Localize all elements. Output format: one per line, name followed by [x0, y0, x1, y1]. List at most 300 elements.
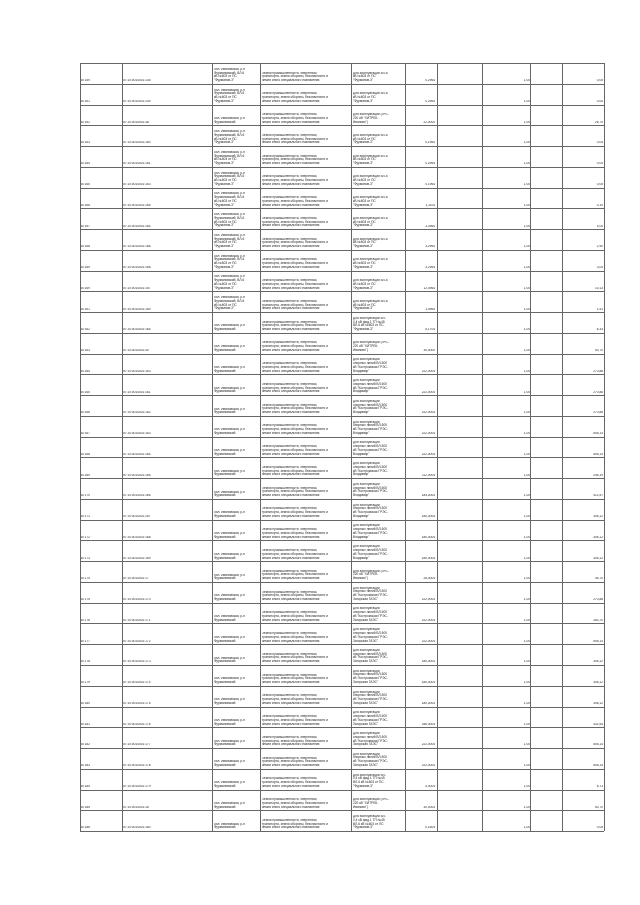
permitted-use: Для эксплуатации ВЛ- 0,4 кВ фид.1 ТП №45 ВЛ-6 кВ №603 от ПС "Фурманов-3"	[353, 316, 386, 332]
cadastral-number: 57:10:0014001:38	[123, 120, 149, 124]
amount: 0,04	[596, 141, 603, 145]
address: обл. Ивановская, р-н Фурмановский	[214, 573, 245, 581]
address: обл. Ивановская, р-н Фурмановский	[214, 677, 245, 685]
coefficient: 1,00	[523, 618, 530, 622]
table-grid-line	[260, 63, 261, 831]
area-value: 180,0004	[421, 681, 435, 685]
address: обл. Ивановская, р-н Фурмановский	[214, 428, 245, 435]
land-category: Земли промышленности, энергетики, транспорта, земли обороны, безопасности и земли иного специального назначения	[262, 320, 328, 332]
cadastral-number: 57:10:0014001:163	[123, 182, 151, 186]
table-grid-line	[80, 312, 604, 313]
land-category: Земли промышленности, энергетики, транспорта, земли обороны, безопасности и земли иного специального назначения	[262, 237, 328, 249]
cadastral-number: 57:10:0014001:18	[123, 805, 149, 809]
address: обл. Ивановская, р-н Фурмановский	[214, 781, 245, 788]
row-number: 87166	[81, 203, 90, 207]
address: обл. Ивановская, р-н Фурмановский	[214, 449, 245, 456]
table-grid-line	[80, 769, 604, 770]
table-grid-line	[80, 229, 604, 230]
table-grid-line	[80, 810, 604, 811]
permitted-use: Для эксплуатации опорных линий ВЛ-500 кВ "Костромская ГРЭС- Загорская ГАЭС"	[353, 711, 388, 726]
row-number: 87168	[81, 245, 90, 249]
address: обл. Ивановская, р-н Фурмановский, ВЛ-6 кВ №603 от ПС "Фурманов-3"	[214, 233, 245, 249]
permitted-use: Для эксплуатации опорных линий ВЛ-500 кВ "Костромская ГРЭС- Владимир"	[353, 462, 388, 477]
table-grid-line	[80, 374, 604, 375]
cadastral-number: 57:10:0014001:169	[123, 307, 151, 311]
area-value: 3,2964	[425, 266, 435, 269]
row-number: 87161	[81, 99, 90, 103]
amount: 6,73	[596, 784, 603, 788]
address: обл. Ивановская, р-н Фурмановский, ВЛ-6 кВ №603 от ПС "Фурманов-3"	[214, 213, 245, 228]
permitted-use: Для эксплуатации опорных линий ВЛ-500 кВ "Костромская ГРЭС- Владимир"	[353, 441, 388, 456]
area-value: 222,0004	[421, 618, 435, 622]
land-category: Земли промышленности, энергетики, транспорта, земли обороны, безопасности и земли иного специального назначения	[262, 258, 328, 269]
area-value: 28,0004	[423, 577, 435, 581]
cadastral-number: 57:10:0014001:178	[123, 764, 151, 768]
row-number: 87184	[81, 784, 90, 788]
amount: 306,12	[593, 556, 603, 560]
land-category: Земли промышленности, энергетики, транспорта, земли обороны, безопасности и земли иного специального назначения	[262, 445, 328, 456]
coefficient: 1,00	[523, 141, 530, 145]
permitted-use: Для эксплуатации (ЗРС- 220 кВ "ХИТРЕК- Иваново")	[353, 798, 390, 809]
amount: 2,90	[596, 245, 603, 249]
coefficient: 1,00	[523, 556, 530, 560]
area-value: 30,0004	[423, 805, 435, 809]
area-value: 180,0004	[421, 556, 435, 560]
land-category: Земли промышленности, энергетики, транспорта, земли обороны, безопасности и земли иного специального назначения	[262, 611, 328, 622]
table-grid-line	[80, 208, 604, 209]
address: обл. Ивановская, р-н Фурмановский, ВЛ-6 кВ №603 от ПС "Фурманов-3"	[214, 254, 245, 269]
row-number: 87172	[81, 535, 90, 539]
address: обл. Ивановская, р-н Фурмановский	[214, 116, 245, 124]
cadastral-number: 57:10:0014001:175	[123, 701, 151, 705]
cadastral-number: 57:10:0014001:172	[123, 639, 151, 643]
coefficient: 1,00	[523, 639, 530, 643]
address: обл. Ивановская, р-н Фурмановский, ВЛ-6 кВ №603 от ПС "Фурманов-3"	[214, 171, 245, 186]
table-grid-line	[80, 354, 604, 355]
table-grid-line	[80, 188, 604, 189]
table-grid-line	[80, 603, 604, 604]
area-value: 222,0004	[421, 639, 435, 643]
amount: 506,14	[593, 743, 603, 747]
land-category: Земли промышленности, энергетики, транспорта, земли обороны, безопасности и земли иного специального назначения	[262, 590, 328, 602]
coefficient: 1,00	[523, 598, 530, 602]
land-category: Земли промышленности, энергетики, транспорта, земли обороны, безопасности и земли иного специального назначения	[262, 507, 328, 518]
coefficient: 1,00	[523, 328, 530, 332]
permitted-use: Для эксплуатации (ЗРС- 220 кВ "ХИТРЕК- Иваново")	[353, 341, 390, 352]
cadastral-number: 57:10:0014001:165	[123, 473, 151, 477]
cadastral-number: 57:10:0014001:166	[123, 494, 151, 498]
land-category: Земли промышленности, энергетики, транспорта, земли обороны, безопасности и земли иного специального назначения	[262, 424, 328, 435]
table-grid-line	[80, 520, 604, 521]
permitted-use: Для эксплуатации опорных линий ВЛ-500 кВ "Костромская ГРЭС- Владимир"	[353, 503, 388, 518]
coefficient: 1,00	[523, 722, 530, 726]
table-grid-line	[80, 790, 604, 791]
permitted-use: Для эксплуатации ВЛ-6 кВ №603 от ПС "Фурманов-3"	[353, 299, 388, 311]
cadastral-number: 57:10:0014001:164	[123, 224, 151, 228]
address: обл. Ивановская, р-н Фурмановский, ВЛ-6 кВ №603 от ПС "Фурманов-3"	[214, 130, 245, 145]
amount: 26,79	[595, 120, 603, 124]
amount: 0,05	[596, 826, 603, 830]
table-grid-line	[437, 63, 438, 831]
cadastral-number: 57:10:0014001:167	[123, 515, 151, 518]
table-grid-line	[80, 748, 604, 749]
row-number: 87177	[81, 639, 90, 643]
amount: 306,12	[593, 681, 603, 685]
land-category: Земли промышленности, энергетики, транспорта, земли обороны, безопасности и земли иного специального назначения	[262, 528, 328, 539]
land-category: Земли промышленности, энергетики, транспорта, земли обороны, безопасности и земли иного специального назначения	[262, 673, 328, 685]
land-category: Земли промышленности, энергетики, транспорта, земли обороны, безопасности и земли иного специального назначения	[262, 818, 328, 830]
coefficient: 1,00	[523, 432, 530, 435]
table-grid-line	[80, 125, 604, 126]
permitted-use: Для эксплуатации опорных линий ВЛ-500 кВ "Костромская ГРЭС- Загорская ГАЭС"	[353, 607, 388, 622]
permitted-use: Для эксплуатации опорных линий ВЛ-500 кВ "Костромская ГРЭС- Владимир"	[353, 524, 388, 539]
area-value: 222,0004	[421, 452, 435, 456]
address: обл. Ивановская, р-н Фурмановский	[214, 656, 245, 664]
land-category: Земли промышленности, энергетики, транспорта, земли обороны, безопасности и земли иного специального назначения	[262, 652, 328, 664]
area-value: 0,1964	[425, 182, 435, 186]
table-grid-line	[80, 167, 604, 168]
coefficient: 1,00	[523, 826, 530, 830]
row-number: 87167	[81, 224, 90, 228]
table-grid-line	[80, 250, 604, 251]
coefficient: 1,00	[523, 369, 530, 373]
permitted-use: Для эксплуатации ВЛ-6 кВ №603 от ПС "Фурманов-3"	[353, 175, 388, 186]
coefficient: 1,00	[523, 452, 530, 456]
table-grid-line	[80, 478, 604, 479]
address: обл. Ивановская, р-н Фурмановский, ВЛ-6 кВ №603 от ПС "Фурманов-3"	[214, 150, 245, 166]
permitted-use: Для эксплуатации опорных линий ВЛ-500 кВ "Костромская ГРЭС- Загорская ГАЭС"	[353, 732, 388, 747]
cadastral-number: 57:10:0014001:169	[123, 556, 151, 560]
table-grid-line	[80, 831, 604, 832]
amount: 0,04	[596, 162, 603, 166]
permitted-use: Для эксплуатации опорных линий ВЛ-500 кВ "Костромская ГРЭС- Владимир"	[353, 420, 388, 435]
row-number: 87185	[81, 805, 90, 809]
amount: 270,88	[593, 369, 603, 373]
area-value: 1,1104	[425, 203, 435, 207]
address: обл. Ивановская, р-н Фурмановский	[214, 801, 245, 809]
area-value: 180,0004	[421, 515, 435, 518]
permitted-use: Для эксплуатации опорных линий ВЛ-500 кВ "Костромская ГРЭС- Загорская ГАЭС"	[353, 628, 388, 643]
table-grid-line	[122, 63, 123, 831]
permitted-use: Для эксплуатации (ЗРС- 220 кВ "ХИТРЕК- Иваново")	[353, 569, 390, 581]
table-grid-line	[80, 665, 604, 666]
permitted-use: Для эксплуатации опорных линий ВЛ-500 кВ "Костромская ГРЭС- Владимир"	[353, 482, 388, 498]
land-category: Земли промышленности, энергетики, транспорта, земли обороны, безопасности и земли иного специального назначения	[262, 549, 328, 560]
amount: 3,04	[596, 266, 603, 269]
amount: 0,05	[596, 79, 603, 83]
area-value: 180,0004	[421, 660, 435, 664]
land-category: Земли промышленности, энергетики, транспорта, земли обороны, безопасности и земли иного специального назначения	[262, 196, 328, 207]
address: обл. Ивановская, р-н Фурмановский	[214, 594, 245, 602]
coefficient: 1,00	[523, 701, 530, 705]
land-category: Земли промышленности, энергетики, транспорта, земли обороны, безопасности и земли иного специального назначения	[262, 175, 328, 186]
row-number: 87168	[81, 452, 90, 456]
address: обл. Ивановская, р-н Фурмановский	[214, 407, 245, 415]
coefficient: 1,00	[523, 307, 530, 311]
row-number: 87174	[81, 577, 90, 581]
table-grid-line	[562, 63, 563, 831]
permitted-use: Для эксплуатации ВЛ-6 кВ №603 от ПС "Фурманов-3"	[353, 279, 388, 290]
address: обл. Ивановская, р-н Фурмановский, ВЛ-6 кВ №603 от ПС "Фурманов-3"	[214, 192, 245, 207]
row-number: 87162	[81, 328, 90, 332]
amount: 306,12	[593, 701, 603, 705]
area-value: 4,0004	[425, 784, 435, 788]
area-value: 22,0000	[423, 120, 435, 124]
cadastral-number: 57:10:0014001:161	[123, 162, 151, 166]
permitted-use: Для эксплуатации ВЛ-6 кВ №603 от ПС "Фурманов-3"	[353, 133, 388, 145]
address: обл. Ивановская, р-н Фурмановский	[214, 345, 245, 352]
area-value: 184,0004	[421, 494, 435, 498]
amount: 0,19	[596, 203, 603, 207]
row-number: 87169	[81, 473, 90, 477]
permitted-use: Для эксплуатации опорных линий ВЛ-500 кВ "Костромская ГРЭС- Владимир"	[353, 399, 388, 415]
row-number: 87164	[81, 369, 90, 373]
land-category: Земли промышленности, энергетики, транспорта, земли обороны, безопасности и земли иного специального назначения	[262, 154, 328, 166]
row-number: 87173	[81, 556, 90, 560]
permitted-use: Для эксплуатации опорных линий ВЛ-500 кВ "Костромская ГРЭС- Загорская ГАЭС"	[353, 690, 388, 705]
amount: 270,88	[593, 390, 603, 394]
coefficient: 1,00	[523, 162, 530, 166]
table-grid-line	[80, 686, 604, 687]
cadastral-number: 57:10:0014001:170	[123, 598, 151, 602]
address: обл. Ивановская, р-н Фурмановский	[214, 615, 245, 622]
land-category: Земли промышленности, энергетики, транспорта, земли обороны, безопасности и земли иного специального назначения	[262, 798, 328, 809]
area-value: 222,0004	[421, 598, 435, 602]
address: обл. Ивановская, р-н Фурмановский	[214, 698, 245, 705]
amount: 0,05	[596, 99, 603, 103]
amount: 283,70	[593, 618, 603, 622]
coefficient: 1,00	[523, 784, 530, 788]
area-value: 222,0004	[421, 390, 435, 394]
coefficient: 1,00	[523, 660, 530, 664]
coefficient: 1,00	[523, 390, 530, 394]
amount: 506,14	[593, 764, 603, 768]
cadastral-number: 57:10:0014001:161	[123, 390, 151, 394]
area-value: 222,0004	[421, 369, 435, 373]
permitted-use: Для эксплуатации ВЛ- 0,4 кВ фид.1 ТП №45 ВЛ-6 кВ №603 от ПС "Фурманов-3"	[353, 773, 386, 788]
address: обл. Ивановская, р-н Фурмановский	[214, 822, 245, 830]
land-category: Земли промышленности, энергетики, транспорта, земли обороны, безопасности и земли иного специального назначения	[262, 465, 328, 477]
row-number: 87165	[81, 182, 90, 186]
address: обл. Ивановская, р-н Фурмановский	[214, 469, 245, 477]
table-grid-line	[80, 727, 604, 728]
cadastral-number: 57:10:0014001:179	[123, 784, 151, 788]
address: обл. Ивановская, р-н Фурмановский	[214, 552, 245, 560]
table-grid-line	[80, 333, 604, 334]
row-number: 87169	[81, 266, 90, 269]
amount: 45,70	[595, 577, 603, 581]
coefficient: 1,00	[523, 120, 530, 124]
row-number: 87178	[81, 660, 90, 664]
land-category: Земли промышленности, энергетики, транспорта, земли обороны, безопасности и земли иного специального назначения	[262, 362, 328, 373]
area-value: 5,1704	[425, 328, 435, 332]
land-category: Земли промышленности, энергетики, транспорта, земли обороны, безопасности и земли иного специального назначения	[262, 113, 328, 124]
cadastral-number: 57:10:0014001:166	[123, 245, 151, 249]
table-grid-line	[604, 63, 605, 831]
coefficient: 1,00	[523, 99, 530, 103]
permitted-use: Для эксплуатации опорных линий ВЛ-500 кВ "Костромская ГРЭС- Владимир"	[353, 545, 388, 560]
amount: 0,05	[596, 182, 603, 186]
address: обл. Ивановская, р-н Фурмановский, ВЛ-6 кВ №603 от ПС "Фурманов-3"	[214, 296, 245, 311]
area-value: 30,0000	[423, 349, 435, 352]
table-grid-line	[80, 499, 604, 500]
row-number: 87179	[81, 681, 90, 685]
permitted-use: Для эксплуатации ВЛ-6 кВ №603 от ПС "Фурманов-3"	[353, 196, 388, 207]
area-value: 0,2964	[425, 162, 435, 166]
coefficient: 1,00	[523, 349, 530, 352]
address: обл. Ивановская, р-н Фурмановский	[214, 324, 245, 332]
permitted-use: Для эксплуатации опорных линий ВЛ-500 кВ "Костромская ГРЭС- Владимир"	[353, 379, 388, 394]
amount: 50,70	[595, 349, 603, 352]
permitted-use: Для эксплуатации опорных линий ВЛ-500 кВ "Костромская ГРЭС- Загорская ГАЭС"	[353, 752, 388, 768]
cadastral-number: 57:10:0014001:149	[123, 99, 151, 103]
address: обл. Ивановская, р-н Фурмановский	[214, 511, 245, 518]
land-category: Земли промышленности, энергетики, транспорта, земли обороны, безопасности и земли иного специального назначения	[262, 756, 328, 768]
row-number: 87165	[81, 390, 90, 394]
permitted-use: Для эксплуатации опорных линий ВЛ-500 кВ "Костромская ГРЭС- Загорская ГАЭС"	[353, 648, 388, 664]
row-number: 87169	[81, 286, 90, 290]
area-value: 180,0004	[421, 535, 435, 539]
amount: 432,54	[593, 722, 603, 726]
address: обл. Ивановская, р-н Фурмановский, ВЛ-6 кВ №603 от ПС "Фурманов-3"	[214, 88, 245, 103]
row-number: 87180	[81, 701, 90, 705]
row-number: 87163	[81, 349, 90, 352]
table-grid-line	[482, 63, 483, 831]
amount: 306,12	[593, 515, 603, 518]
area-value: 0,2964	[425, 79, 435, 83]
permitted-use: Для эксплуатации опорных линий ВЛ-500 кВ "Костромская ГРЭС- Загорская ГАЭС"	[353, 586, 388, 602]
land-category: Земли промышленности, энергетики, транспорта, земли обороны, безопасности и земли иного специального назначения	[262, 71, 328, 83]
amount: 10,13	[595, 286, 603, 290]
cadastral-number: 57:10:0014001:160	[123, 141, 151, 145]
row-number: 87161	[81, 307, 90, 311]
table-grid-line	[80, 105, 604, 106]
land-category: Земли промышленности, энергетики, транспорта, земли обороны, безопасности и земли иного специального назначения	[262, 299, 328, 311]
table-grid-line	[212, 63, 213, 831]
area-value: 3,2964	[425, 245, 435, 249]
address: обл. Ивановская, р-н Фурмановский	[214, 739, 245, 747]
amount: 270,88	[593, 411, 603, 415]
permitted-use: Для эксплуатации ВЛ-6 кВ №603 от ПС "Фурманов-3"	[353, 154, 388, 166]
land-category: Земли промышленности, энергетики, транспорта, земли обороны, безопасности и земли иного специального назначения	[262, 715, 328, 726]
coefficient: 1,00	[523, 79, 530, 83]
coefficient: 1,00	[523, 681, 530, 685]
amount: 246,19	[593, 473, 603, 477]
area-value: 0,1964	[425, 141, 435, 145]
land-category: Земли промышленности, энергетики, транспорта, земли обороны, безопасности и земли иного специального назначения	[262, 216, 328, 228]
row-number: 87166	[81, 411, 90, 415]
permitted-use: Для эксплуатации ВЛ-6 кВ №603 от ПС "Фурманов-3"	[353, 237, 388, 249]
row-number: 87186	[81, 826, 90, 830]
row-number: 87182	[81, 743, 90, 747]
land-category: Земли промышленности, энергетики, транспорта, земли обороны, безопасности и земли иного специального назначения	[262, 279, 328, 290]
table-grid-line	[80, 84, 604, 85]
area-value: 1,4964	[425, 307, 435, 311]
address: обл. Ивановская, р-н Фурмановский	[214, 760, 245, 768]
amount: 1,51	[596, 307, 603, 311]
coefficient: 1,00	[523, 411, 530, 415]
row-number: 87176	[81, 618, 90, 622]
area-value: 222,0004	[421, 432, 435, 435]
address: обл. Ивановская, р-н Фурмановский	[214, 532, 245, 539]
address: обл. Ивановская, р-н Фурмановский	[214, 718, 245, 726]
row-number: 87167	[81, 432, 90, 435]
cadastral-number: 57:10:0014001:145	[123, 79, 151, 83]
cadastral-number: 57:10:0014001:168	[123, 535, 151, 539]
land-category: Земли промышленности, энергетики, транспорта, земли обороны, безопасности и земли иного специального назначения	[262, 735, 328, 747]
area-value: 0,2964	[425, 99, 435, 103]
table-grid-line	[80, 63, 604, 64]
table-grid-line	[80, 582, 604, 583]
address: обл. Ивановская, р-н Фурмановский	[214, 386, 245, 394]
permitted-use: Для эксплуатации (ЗРС- 220 кВ "ХИТРЕК- Иваново")	[353, 113, 390, 124]
land-category: Земли промышленности, энергетики, транспорта, земли обороны, безопасности и земли иного специального назначения	[262, 694, 328, 705]
area-value: 222,0004	[421, 411, 435, 415]
coefficient: 1,00	[523, 286, 530, 290]
permitted-use: Для эксплуатации ВЛ-6 кВ №603 от ПС "Фурманов-3"	[353, 258, 388, 269]
row-number: 87171	[81, 515, 90, 518]
cadastral-number: 57:10:0014001:180	[123, 826, 151, 830]
amount: 306,12	[593, 660, 603, 664]
address: обл. Ивановская, р-н Фурмановский	[214, 490, 245, 498]
area-value: 222,0004	[421, 743, 435, 747]
cadastral-number: 57:10:0014001:171	[123, 618, 151, 622]
area-value: 3,3964	[425, 224, 435, 228]
cadastral-number: 57:10:0014001:164	[123, 452, 151, 456]
table-grid-line	[80, 540, 604, 541]
cadastral-number: 57:10:0014001:168	[123, 266, 151, 269]
table-grid-line	[80, 395, 604, 396]
coefficient: 1,00	[523, 203, 530, 207]
land-category: Земли промышленности, энергетики, транспорта, земли обороны, безопасности и земли иного специального назначения	[262, 486, 328, 498]
cadastral-number: 57:10:0014001:17	[123, 577, 149, 581]
cadastral-number: 57:10:0014001:162	[123, 411, 151, 415]
table-grid-line	[80, 437, 604, 438]
permitted-use: Для эксплуатации ВЛ- 0,4 кВ фид.1 ТП №45 ВЛ-6 кВ №603 от ПС "Фурманов-3"	[353, 815, 386, 830]
table-grid-line	[80, 271, 604, 272]
row-number: 87159	[81, 79, 90, 83]
cadastral-number: 57:10:0014001:177	[123, 743, 151, 747]
amount: 506,14	[593, 432, 603, 435]
amount: 506,14	[593, 452, 603, 456]
coefficient: 1,00	[523, 182, 530, 186]
land-category: Земли промышленности, энергетики, транспорта, земли обороны, безопасности и земли иного специального назначения	[262, 341, 328, 352]
permitted-use: Для эксплуатации опорных линий ВЛ-500 кВ "Костромская ГРЭС- Загорская ГАЭС"	[353, 669, 388, 685]
address: обл. Ивановская, р-н Фурмановский, ВЛ-6 кВ №603 от ПС "Фурманов-3"	[214, 275, 245, 290]
permitted-use: Для эксплуатации ВЛ-6 кВ №603 от ПС "Фурманов-3"	[353, 71, 388, 83]
table-grid-line	[405, 63, 406, 831]
amount: 306,12	[593, 535, 603, 539]
land-category: Земли промышленности, энергетики, транспорта, земли обороны, безопасности и земли иного специального назначения	[262, 569, 328, 581]
coefficient: 1,00	[523, 266, 530, 269]
cadastral-number: 57:10:0014001:163	[123, 369, 151, 373]
amount: 50,70	[595, 805, 603, 809]
land-category: Земли промышленности, энергетики, транспорта, земли обороны, безопасности и земли иного специального назначения	[262, 632, 328, 643]
area-value: 180,0004	[421, 701, 435, 705]
table-grid-line	[80, 707, 604, 708]
table-grid-line	[80, 623, 604, 624]
table-grid-line	[80, 63, 81, 831]
area-value: 256,0004	[421, 722, 435, 726]
coefficient: 1,00	[523, 515, 530, 518]
cadastral-number: 57:10:0014001:163	[123, 432, 151, 435]
row-number: 87164	[81, 162, 90, 166]
area-value: 222,0004	[421, 764, 435, 768]
permitted-use: Для эксплуатации ВЛ-6 кВ №603 от ПС "Фурманов-3"	[353, 216, 388, 228]
land-category: Земли промышленности, энергетики, транспорта, земли обороны, безопасности и земли иного специального назначения	[262, 403, 328, 415]
land-category: Земли промышленности, энергетики, транспорта, земли обороны, безопасности и земли иного специального назначения	[262, 133, 328, 145]
cadastral-number: 57:10:0014001:173	[123, 660, 151, 664]
